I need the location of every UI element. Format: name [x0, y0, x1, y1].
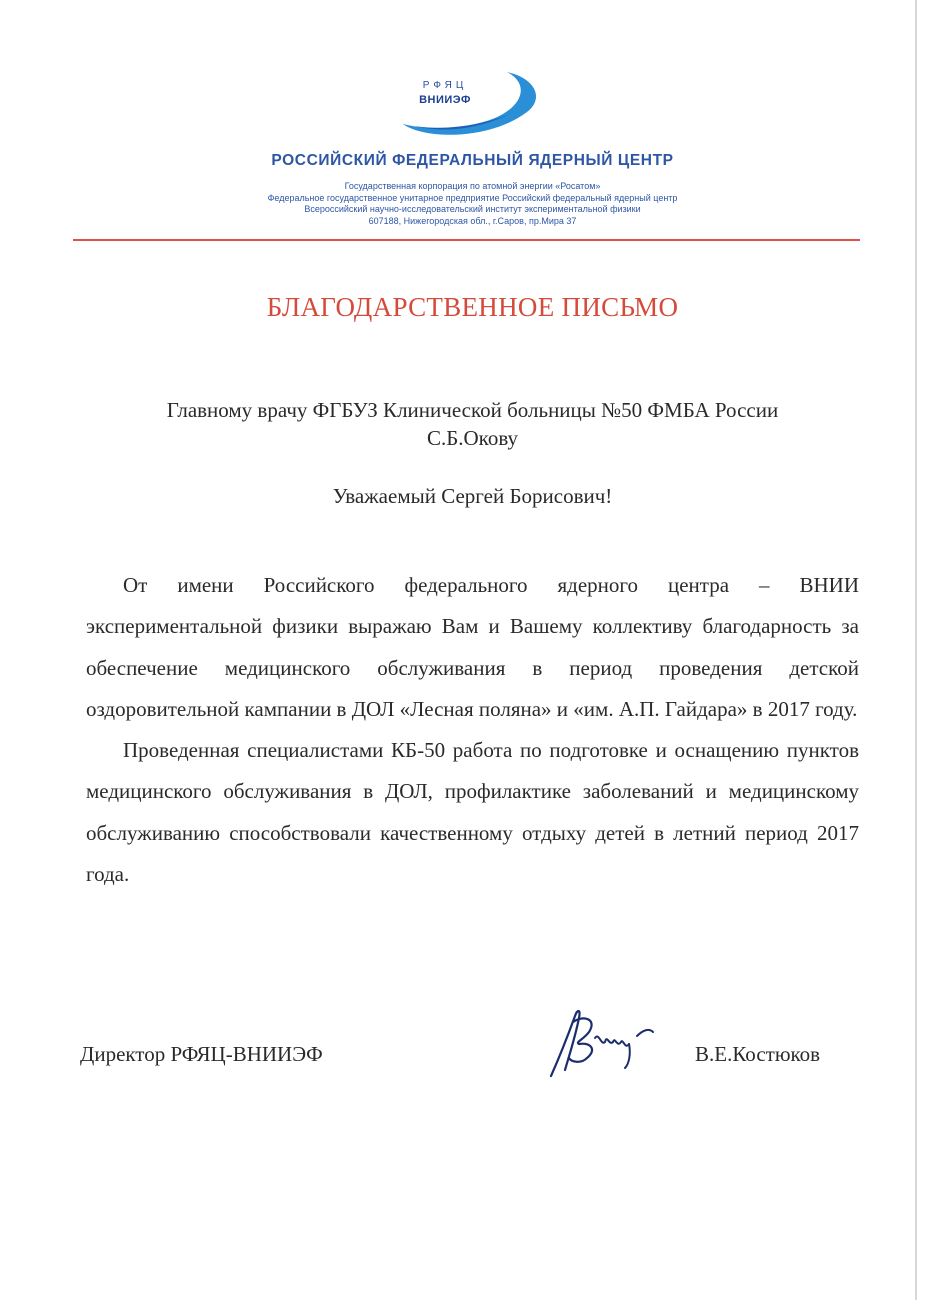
- org-detail-line: Федеральное государственное унитарное предприятие Российский федеральный ядерный центр: [267, 192, 678, 203]
- org-details: [180, 181, 765, 227]
- header-divider: [73, 239, 860, 241]
- page-edge: [915, 0, 917, 1300]
- org-address-line: 607188, Нижегородская обл., г.Саров, пр.Мира 37: [368, 215, 577, 226]
- body-paragraph: От имени Российского федерального ядерного центра – ВНИИ экспериментальной физики выражаю Вам и Вашему коллективу благодарность за обеспечение медицинского обслуживания в период проведения детской оздоровительной кампании в ДОЛ «Лесная поляна» и «им. А.П. Гайдара» в 2017 году.: [86, 573, 859, 721]
- addressee: [60, 396, 885, 452]
- letter-title: БЛАГОДАРСТВЕННОЕ ПИСЬМО: [266, 292, 679, 322]
- signatory-name: В.Е.Костюков: [695, 1042, 821, 1066]
- body-paragraph: Проведенная специалистами КБ-50 работа по подготовке и оснащению пунктов медицинского обслуживания в ДОЛ, профилактике заболеваний и медицинскому обслуживанию способствовали качественному отдыху детей в летний период 2017 года.: [86, 738, 859, 887]
- salutation: Уважаемый Сергей Борисович!: [332, 484, 613, 508]
- org-detail-line: Государственная корпорация по атомной энергии «Росатом»: [344, 181, 601, 191]
- addressee-name: С.Б.Окову: [426, 426, 519, 450]
- addressee-line: Главному врачу ФГБУЗ Клинической больницы №50 ФМБА России: [166, 398, 779, 422]
- handwritten-signature-icon: [545, 998, 665, 1088]
- logo-abbr-top: РФЯЦ: [422, 80, 468, 91]
- logo-abbr-main: ВНИИЭФ: [419, 94, 471, 106]
- org-name: РОССИЙСКИЙ ФЕДЕРАЛЬНЫЙ ЯДЕРНЫЙ ЦЕНТР: [271, 152, 674, 169]
- org-detail-line: Всероссийский научно-исследовательский институт экспериментальной физики: [304, 204, 641, 214]
- letter-body: [86, 565, 859, 895]
- signatory-position: Директор РФЯЦ-ВНИИЭФ: [80, 1042, 323, 1066]
